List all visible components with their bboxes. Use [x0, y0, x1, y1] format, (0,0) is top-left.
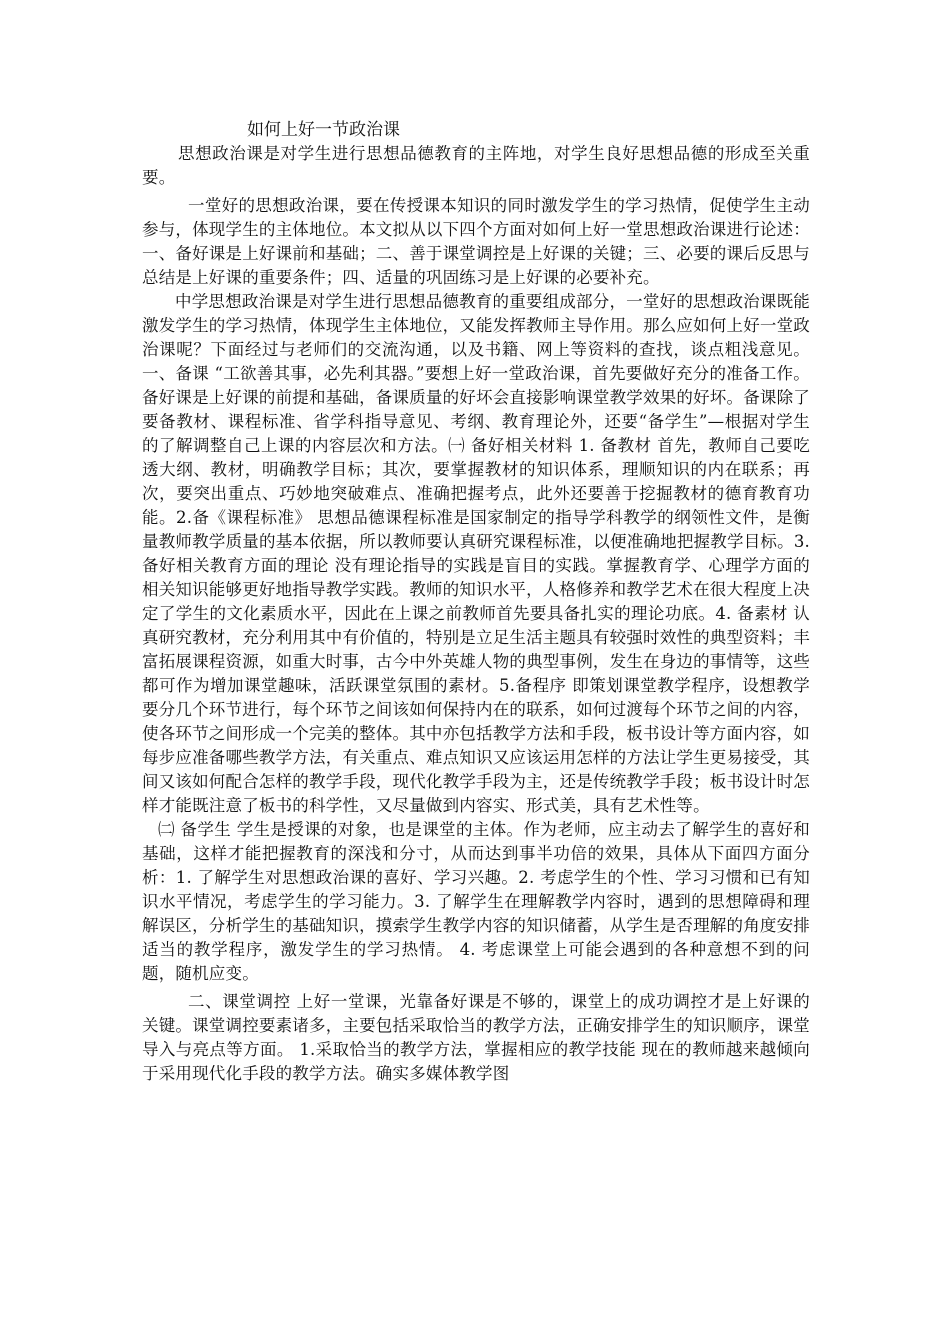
lesson-prep-paragraph: 中学思想政治课是对学生进行思想品德教育的重要组成部分，一堂好的思想政治课既能激发学生的学习热情，体现学生主体地位，又能发挥教师主导作用。那么应如何上好一堂政治课呢？下面经过与老师们的交流沟通，以及书籍、网上等资料的查找，谈点粗浅意见。一、备课 “工欲善其事，必先利其器。”要想上好一堂政治课，首先要做好充分的准备工作。备好课是上好课的前提和基础，备课质量的好坏会直接影响课堂教学效果的好坏。备课除了要备教材、课程标准、省学科指导意见、考纲、教育理论外，还要“备学生”—根据对学生的了解调整自己上课的内容层次和方法。㈠ 备好相关材料 1. 备教材 首先，教师自己要吃透大纲、教材，明确教学目标；其次，要掌握教材的知识体系，理顺知识的内在联系；再次，要突出重点、巧妙地突破难点、准确把握考点，此外还要善于挖掘教材的德育教育功能。2.备《课程标准》 思想品德课程标准是国家制定的指导学科教学的纲领性文件，是衡量教师教学质量的基本依据，所以教师要认真研究课程标准，以便准确地把握教学目标。3.备好相关教育方面的理论 没有理论指导的实践是盲目的实践。掌握教育学、心理学方面的相关知识能够更好地指导教学实践。教师的知识水平，人格修养和教学艺术在很大程度上决定了学生的文化素质水平，因此在上课之前教师首先要具备扎实的理论功底。4. 备素材 认真研究教材，充分利用其中有价值的，特别是立足生活主题具有较强时效性的典型资料；丰富拓展课程资源，如重大时事，古今中外英雄人物的典型事例，发生在身边的事情等，这些都可作为增加课堂趣味，活跃课堂氛围的素材。5.备程序 即策划课堂教学程序，设想教学要分几个环节进行，每个环节之间该如何保持内在的联系，如何过渡每个环节之间的内容，使各环节之间形成一个完美的整体。其中亦包括教学方法和手段，板书设计等方面内容，如每步应准备哪些教学方法，有关重点、难点知识又应该运用怎样的方法让学生更易接受，其间又该如何配合怎样的教学手段，现代化教学手段为主，还是传统教学手段；板书设计时怎样才能既注意了板书的科学性，又尽量做到内容实、形式美，具有艺术性等。	[142, 292, 810, 815]
document-page	[142, 118, 810, 1086]
abstract-paragraph: 一堂好的思想政治课，要在传授课本知识的同时激发学生的学习热情，促使学生主动参与，体现学生的主体地位。本文拟从以下四个方面对如何上好一堂思想政治课进行论述：一、备好课是上好课前和基础；二、善于课堂调控是上好课的关键；三、必要的课后反思与总结是上好课的重要条件；四、适量的巩固练习是上好课的必要补充。	[142, 196, 810, 287]
intro-paragraph: 思想政治课是对学生进行思想品德教育的主阵地，对学生良好思想品德的形成至关重要。	[142, 144, 810, 187]
classroom-control-paragraph: 二、课堂调控 上好一堂课，光靠备好课是不够的，课堂上的成功调控才是上好课的关键。课堂调控要素诸多，主要包括采取恰当的教学方法，正确安排学生的知识顺序，课堂导入与亮点等方面。 1.采取恰当的教学方法，掌握相应的教学技能 现在的教师越来越倾向于采用现代化手段的教学方法。确实多媒体教学图	[142, 992, 810, 1083]
student-prep-paragraph: ㈡ 备学生 学生是授课的对象，也是课堂的主体。作为老师，应主动去了解学生的喜好和基础，这样才能把握教育的深浅和分寸，从而达到事半功倍的效果，具体从下面四方面分析：1. 了解学生对思想政治课的喜好、学习兴趣。2. 考虑学生的个性、学习习惯和已有知识水平情况，考虑学生的学习能力。3. 了解学生在理解教学内容时，遇到的思想障碍和理解误区，分析学生的基础知识，摸索学生教学内容的知识储蓄，从学生是否理解的角度安排适当的教学程序，激发学生的学习热情。 4. 考虑课堂上可能会遇到的各种意想不到的问题，随机应变。	[142, 820, 810, 983]
document-title: 如何上好一节政治课	[247, 120, 400, 140]
